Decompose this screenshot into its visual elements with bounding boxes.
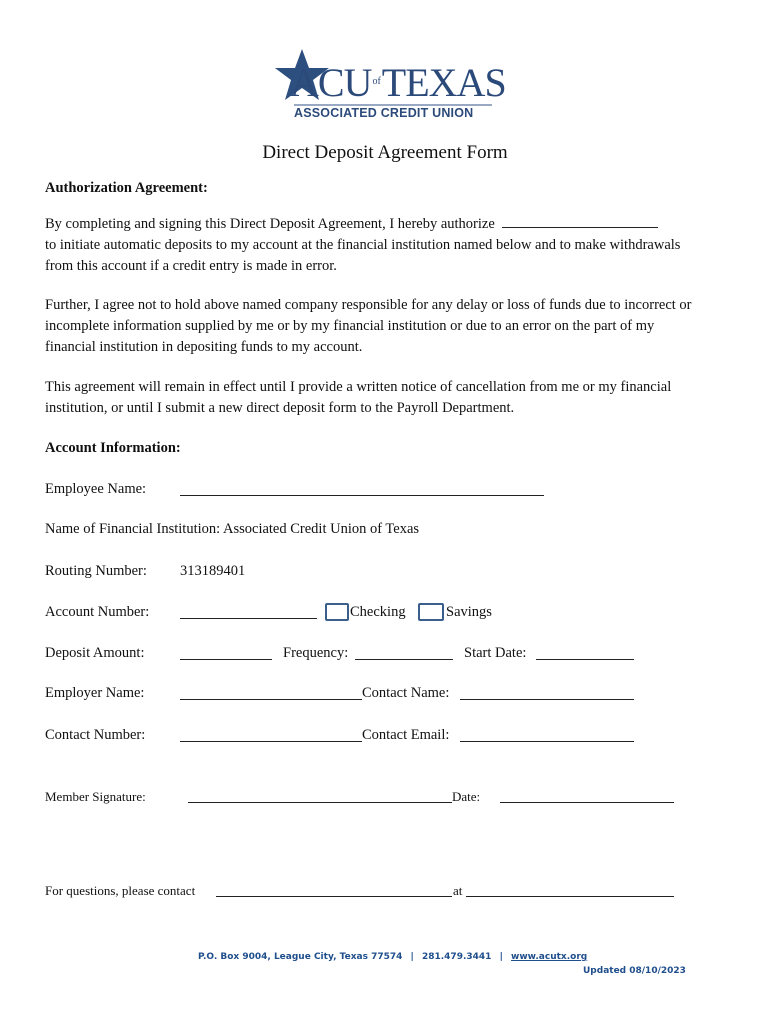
authorization-paragraph — [45, 213, 735, 277]
checking-label: Checking — [350, 604, 406, 620]
cancellation-paragraph — [45, 377, 735, 419]
institution-name: Name of Financial Institution: Associated Credit Union of Texas — [45, 521, 420, 537]
footer-phone: 281.479.3441 — [421, 952, 492, 962]
contact-number-label: Contact Number: — [45, 727, 146, 743]
page-title: Direct Deposit Agreement Form — [262, 142, 508, 163]
checking-checkbox[interactable] — [325, 603, 349, 621]
footer-updated: Updated 08/10/2023 — [583, 966, 686, 976]
deposit-amount-label: Deposit Amount: — [45, 645, 145, 661]
logo-subtitle: ASSOCIATED CREDIT UNION — [294, 106, 474, 120]
logo — [272, 46, 506, 122]
brand-texas: TEXAS — [381, 60, 506, 105]
footer-separator: | — [499, 952, 503, 962]
contact-email-field[interactable] — [460, 727, 634, 742]
questions-at-field[interactable] — [466, 882, 674, 897]
footer-address: P.O. Box 9004, League City, Texas 77574 — [198, 952, 403, 962]
para1-line3: from this account if a credit entry is made in error. — [45, 258, 337, 274]
contact-number-field[interactable] — [180, 727, 362, 742]
liability-paragraph — [45, 295, 735, 358]
date-label: Date: — [452, 789, 481, 804]
footer-website-link[interactable]: www.acutx.org — [511, 952, 588, 962]
authorization-heading: Authorization Agreement: — [45, 180, 208, 196]
routing-label: Routing Number: — [45, 563, 147, 579]
savings-checkbox[interactable] — [418, 603, 444, 621]
footer-separator: | — [410, 952, 414, 962]
deposit-amount-field[interactable] — [180, 645, 272, 660]
signature-date-field[interactable] — [500, 788, 674, 803]
para1-line1: By completing and signing this Direct Deposit Agreement, I hereby authorize — [45, 216, 495, 232]
footer-address-line — [198, 952, 587, 962]
para1-line2: to initiate automatic deposits to my account at the financial institution named below and to make withdrawals — [45, 237, 681, 253]
contact-email-label: Contact Email: — [362, 727, 450, 743]
routing-number: 313189401 — [180, 563, 246, 579]
start-date-label: Start Date: — [464, 645, 527, 661]
frequency-label: Frequency: — [283, 645, 349, 661]
authorized-company-field[interactable] — [502, 213, 658, 228]
questions-contact-field[interactable] — [216, 882, 452, 897]
questions-label: For questions, please contact — [45, 883, 196, 898]
start-date-field[interactable] — [536, 645, 634, 660]
at-label: at — [453, 883, 463, 898]
para2-line2: incomplete information supplied by me or by my financial institution or due to an error on the part of my — [45, 318, 655, 334]
brand-of: of — [372, 76, 381, 87]
frequency-field[interactable] — [355, 645, 453, 660]
employee-name-label: Employee Name: — [45, 481, 147, 497]
contact-name-label: Contact Name: — [362, 685, 450, 701]
employer-name-label: Employer Name: — [45, 685, 145, 701]
employee-name-field[interactable] — [180, 481, 544, 496]
para3-line1: This agreement will remain in effect until I provide a written notice of cancellation from me or my financial — [45, 379, 672, 395]
account-number-field[interactable] — [180, 604, 317, 619]
account-heading: Account Information: — [45, 440, 181, 456]
para2-line1: Further, I agree not to hold above named company responsible for any delay or loss of funds due to incorrect or — [45, 297, 692, 313]
member-signature-field[interactable] — [188, 788, 452, 803]
contact-name-field[interactable] — [460, 685, 634, 700]
brand-acu: ACU — [290, 60, 372, 105]
account-number-label: Account Number: — [45, 604, 150, 620]
employer-name-field[interactable] — [180, 685, 362, 700]
savings-label: Savings — [446, 604, 492, 620]
para3-line2: institution, or until I submit a new direct deposit form to the Payroll Department. — [45, 400, 515, 416]
member-signature-label: Member Signature: — [45, 789, 146, 804]
para2-line3: financial institution in depositing funds to my account. — [45, 339, 363, 355]
